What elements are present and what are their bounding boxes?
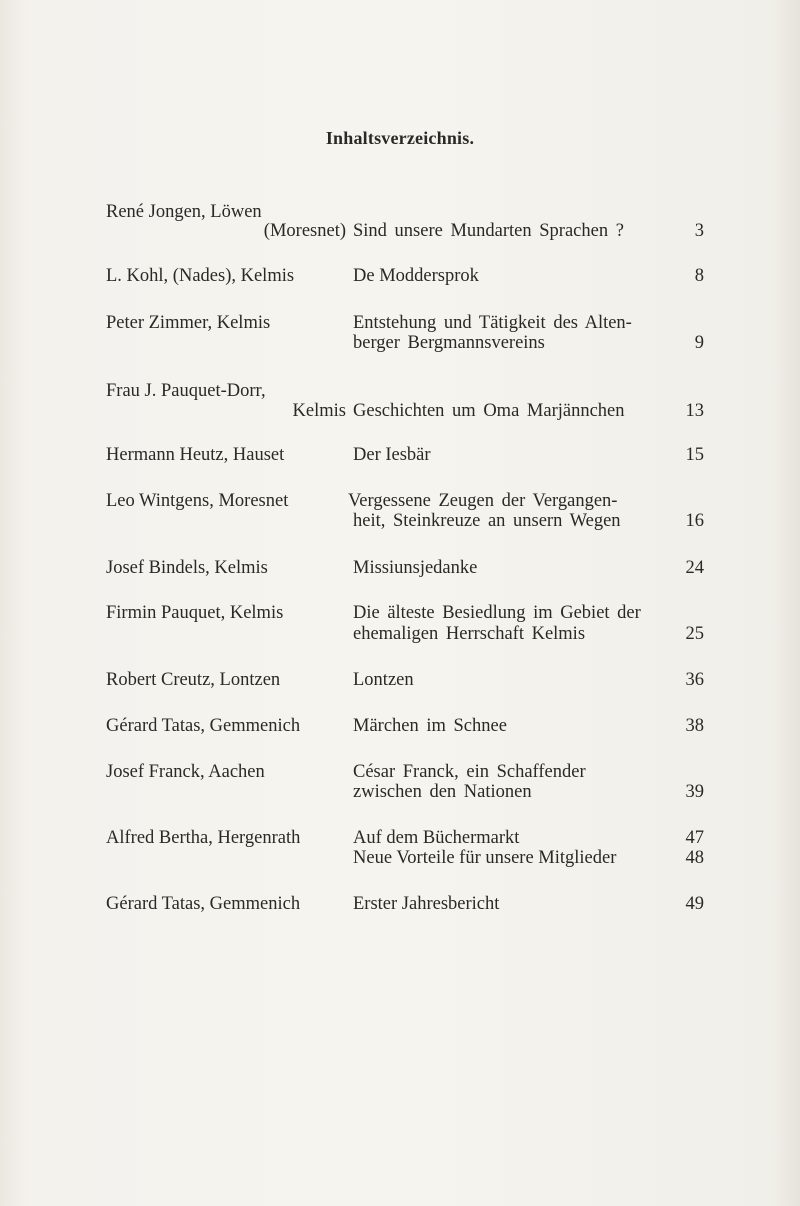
page-number: 8	[694, 266, 704, 286]
article-title: Vergessene Zeugen der Vergangen-	[348, 491, 618, 511]
author-place: (Moresnet)	[263, 221, 346, 241]
article-title-second: Neue Vorteile für unsere Mitglieder	[353, 848, 617, 868]
article-title: César Franck, ein Schaffender	[353, 762, 586, 782]
author: Gérard Tatas, Gemmenich	[106, 894, 301, 914]
author: René Jongen, Löwen	[106, 202, 262, 222]
article-title-continued: heit, Steinkreuze an unsern Wegen	[353, 511, 621, 531]
page-number: 15	[685, 445, 704, 465]
article-title: Auf dem Büchermarkt	[353, 828, 520, 848]
article-title-continued: berger Bergmannsvereins	[353, 333, 545, 353]
author: Alfred Bertha, Hergenrath	[106, 828, 301, 848]
article-title: Missiunsjedanke	[353, 558, 478, 578]
page-number: 3	[694, 221, 704, 241]
author: Peter Zimmer, Kelmis	[106, 313, 271, 333]
page-number: 24	[685, 558, 704, 578]
author: L. Kohl, (Nades), Kelmis	[106, 266, 295, 286]
article-title: Die älteste Besiedlung im Gebiet der	[353, 603, 641, 623]
page-number: 9	[694, 333, 704, 353]
page-number: 47	[685, 828, 704, 848]
page-number: 39	[685, 782, 704, 802]
page-title: Inhaltsverzeichnis.	[325, 128, 475, 148]
author: Firmin Pauquet, Kelmis	[106, 603, 284, 623]
author-place: Kelmis	[292, 401, 346, 421]
author: Hermann Heutz, Hauset	[106, 445, 285, 465]
article-title: Lontzen	[353, 670, 414, 690]
page-number: 13	[685, 401, 704, 421]
article-title: Entstehung und Tätigkeit des Alten-	[353, 313, 632, 333]
page-number: 38	[685, 716, 704, 736]
article-title-continued: zwischen den Nationen	[353, 782, 532, 802]
article-title: Sind unsere Mundarten Sprachen ?	[353, 221, 624, 241]
page-number-second: 48	[685, 848, 704, 868]
page-number: 16	[685, 511, 704, 531]
page-number: 49	[685, 894, 704, 914]
article-title: Märchen im Schnee	[353, 716, 507, 736]
author: Leo Wintgens, Moresnet	[106, 491, 289, 511]
page-number: 25	[685, 624, 704, 644]
author: Robert Creutz, Lontzen	[106, 670, 281, 690]
author: Gérard Tatas, Gemmenich	[106, 716, 301, 736]
author: Josef Bindels, Kelmis	[106, 558, 268, 578]
author: Frau J. Pauquet-Dorr,	[106, 381, 266, 401]
article-title-continued: ehemaligen Herrschaft Kelmis	[353, 624, 586, 644]
article-title: Der Iesbär	[353, 445, 431, 465]
article-title: Geschichten um Oma Marjännchen	[353, 401, 625, 421]
author: Josef Franck, Aachen	[106, 762, 265, 782]
article-title: De Moddersprok	[353, 266, 479, 286]
article-title: Erster Jahresbericht	[353, 894, 500, 914]
page-number: 36	[685, 670, 704, 690]
